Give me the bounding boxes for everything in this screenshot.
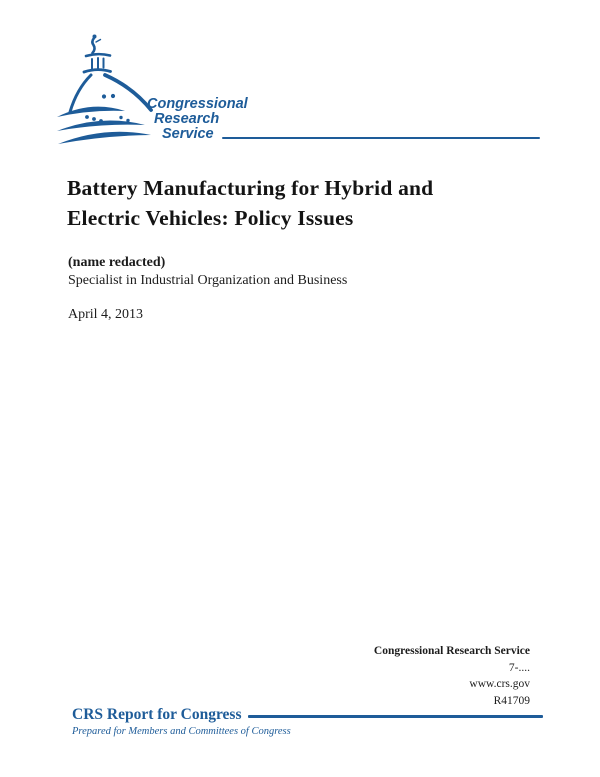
logo-org-name — [147, 97, 248, 142]
author-role: Specialist in Industrial Organization and Business — [68, 273, 348, 288]
footer-org-name: Congressional Research Service — [373, 645, 530, 657]
author-name: (name redacted) — [68, 255, 166, 270]
logo-line-research: Research — [154, 111, 220, 127]
crs-logo — [57, 33, 154, 147]
crs-banner-label: CRS Report for Congress — [72, 706, 242, 723]
crs-banner-rule — [248, 715, 544, 717]
footer-report-number: R41709 — [493, 694, 530, 707]
logo-line-congressional: Congressional — [147, 96, 248, 112]
footer-website: www.crs.gov — [469, 678, 530, 690]
footer-contact-block — [374, 643, 530, 709]
logo-line-service: Service — [162, 126, 214, 142]
header-rule — [222, 137, 540, 139]
report-date: April 4, 2013 — [68, 307, 144, 322]
crs-banner-tagline: Prepared for Members and Committees of Congress — [72, 726, 291, 737]
report-title-line-1: Battery Manufacturing for Hybrid and — [67, 176, 434, 200]
report-title-line-2: Electric Vehicles: Policy Issues — [67, 206, 354, 230]
footer-phone: 7-.... — [508, 661, 530, 674]
capitol-dome-icon — [57, 33, 154, 147]
crs-banner — [72, 706, 543, 724]
report-title — [67, 173, 433, 233]
